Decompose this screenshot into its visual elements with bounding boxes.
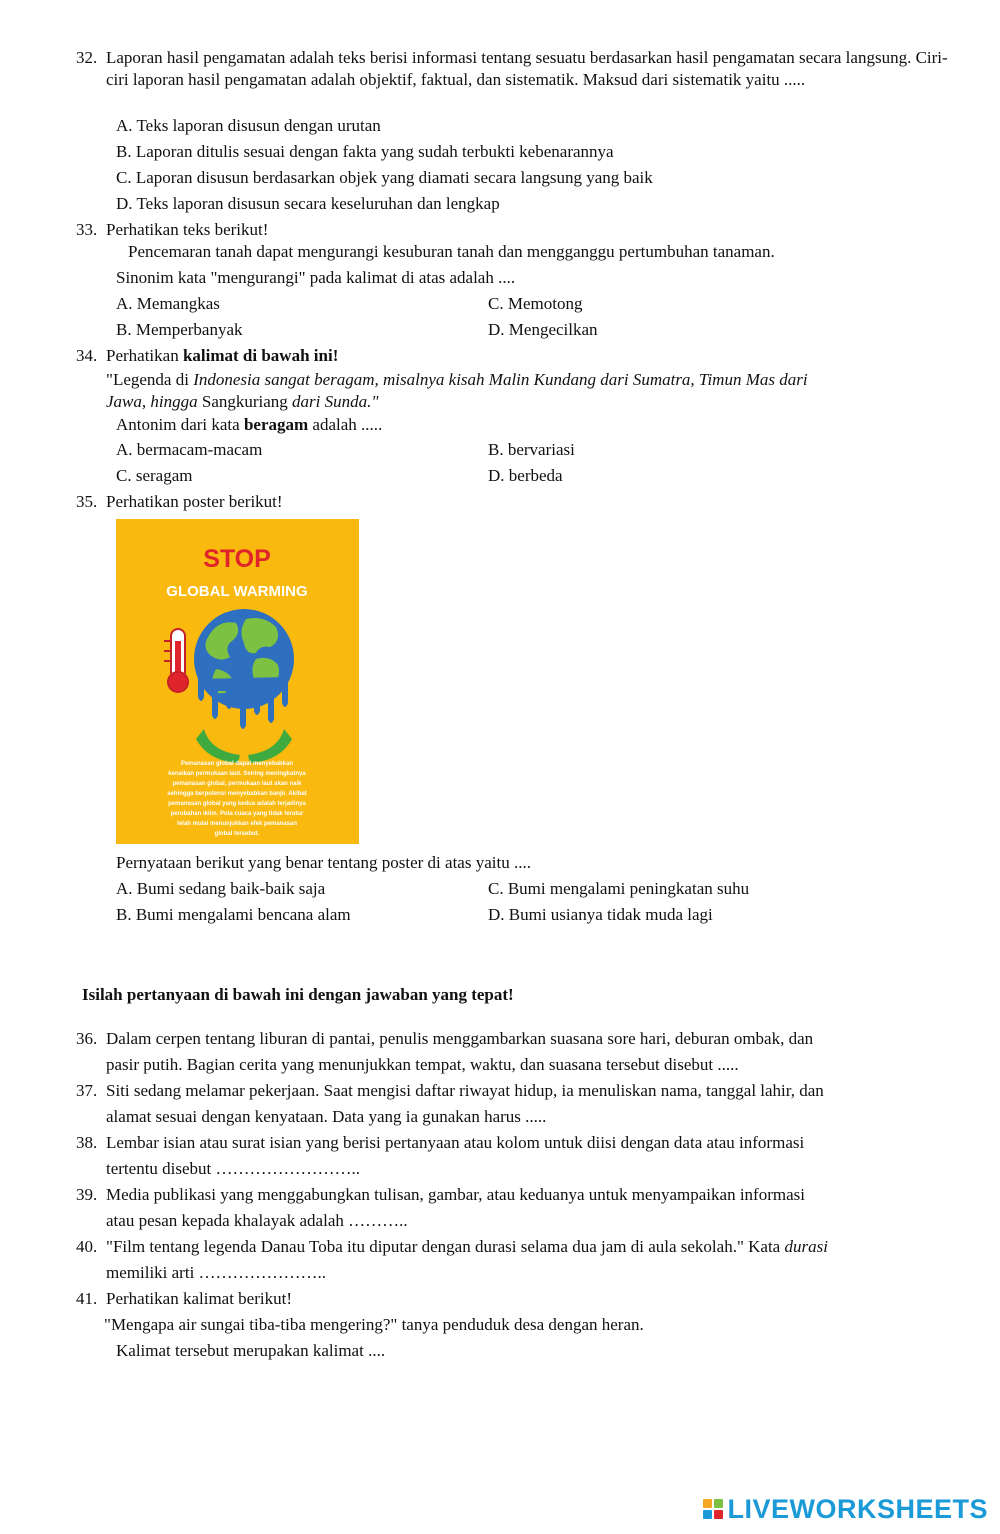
question-text: Antonim dari kata [116, 415, 244, 434]
poster-caption-line: pemanasan global yang kedua adalah terjadinya [168, 801, 306, 807]
global-warming-poster [116, 519, 359, 844]
quote-text: "Legenda di [106, 370, 194, 389]
intro-bold-text: kalimat di bawah ini! [182, 346, 339, 365]
question-35-intro: Perhatikan poster berikut! [106, 492, 283, 511]
question-34-quote-line1 [106, 369, 808, 391]
question-34-text [116, 414, 382, 436]
question-41-text: Kalimat tersebut merupakan kalimat .... [116, 1341, 386, 1360]
question-40-line1 [106, 1236, 828, 1258]
question-text: adalah ..... [308, 415, 383, 434]
question-32 [76, 47, 956, 91]
question-bold-text: beragam [243, 415, 309, 434]
option-b[interactable]: B. bervariasi [488, 440, 575, 459]
quote-italic-text: dari Sunda." [287, 392, 379, 411]
question-35-text: Pernyataan berikut yang benar tentang poster di atas yaitu .... [116, 853, 531, 872]
logo-blocks-icon [703, 1499, 723, 1519]
quote-italic-text: Jawa, hingga [106, 392, 202, 411]
logo-text: LIVEWORKSHEETS [727, 1493, 988, 1524]
liveworksheets-logo [703, 1494, 988, 1524]
option-a[interactable]: A. bermacam-macam [116, 440, 263, 459]
option-a[interactable]: A. Bumi sedang baik-baik saja [116, 879, 326, 898]
poster-caption-line: sehingga berpotensi menyebabkan banjir. Akibat [167, 791, 307, 797]
question-37-line2: alamat sesuai dengan kenyataan. Data yang ia gunakan harus ..... [106, 1107, 547, 1126]
question-34-intro [106, 345, 338, 367]
poster-caption-line: global tersebut. [214, 831, 260, 837]
question-33-intro: Perhatikan teks berikut! [106, 220, 269, 239]
quote-text: Sangkuriang [201, 392, 288, 411]
question-italic-text: durasi [784, 1237, 828, 1256]
option-c[interactable]: C. seragam [116, 466, 193, 485]
poster-caption-line: pemanasan global, permukaan laut akan naik [172, 781, 302, 787]
option-b[interactable]: B. Laporan ditulis sesuai dengan fakta yang sudah terbukti kebenarannya [116, 142, 614, 161]
question-41-intro: Perhatikan kalimat berikut! [106, 1289, 292, 1308]
question-38-line2: tertentu disebut …………………….. [106, 1159, 361, 1178]
poster-caption-line: kenaikan permukaan laut. Seiring meningkatnya [168, 771, 306, 777]
option-a[interactable]: A. Teks laporan disusun dengan urutan [116, 116, 381, 135]
option-d[interactable]: D. Teks laporan disusun secara keseluruhan dan lengkap [116, 194, 500, 213]
question-39-line2: atau pesan kepada khalayak adalah ……….. [106, 1211, 408, 1230]
question-36-line2: pasir putih. Bagian cerita yang menunjukkan tempat, waktu, dan suasana tersebut disebut ..... [106, 1055, 739, 1074]
question-37-line1: Siti sedang melamar pekerjaan. Saat mengisi daftar riwayat hidup, ia menuliskan nama, tanggal lahir, dan [106, 1081, 824, 1100]
question-33-number: 33. [76, 220, 98, 239]
quote-italic-text: Indonesia sangat beragam, misalnya kisah Malin Kundang dari Sumatra, Timun Mas dari [193, 370, 808, 389]
option-b[interactable]: B. Bumi mengalami bencana alam [116, 905, 351, 924]
question-41-number: 41. [76, 1289, 98, 1308]
question-36-line1: Dalam cerpen tentang liburan di pantai, penulis menggambarkan suasana sore hari, deburan ombak, dan [106, 1029, 814, 1048]
poster-caption-line: Pemanasan global dapat menyebabkan [180, 761, 294, 767]
question-36-number: 36. [76, 1029, 98, 1048]
question-37-number: 37. [76, 1081, 98, 1100]
option-c[interactable]: C. Bumi mengalami peningkatan suhu [488, 879, 750, 898]
option-d[interactable]: D. Mengecilkan [488, 320, 598, 339]
poster-title-stop: STOP [203, 545, 271, 573]
question-40-line2: memiliki arti ………………….. [106, 1263, 327, 1282]
option-b[interactable]: B. Memperbanyak [116, 320, 243, 339]
question-38-line1: Lembar isian atau surat isian yang berisi pertanyaan atau kolom untuk diisi dengan data atau informasi [106, 1133, 805, 1152]
option-c[interactable]: C. Laporan disusun berdasarkan objek yang diamati secara langsung yang baik [116, 168, 653, 187]
question-text: "Film tentang legenda Danau Toba itu diputar dengan durasi selama dua jam di aula sekolah." Kata [106, 1237, 785, 1256]
question-39-number: 39. [76, 1185, 98, 1204]
question-number: 32. [76, 48, 98, 67]
poster-caption-line: telah mulai menunjukkan efek pemanasan [176, 821, 298, 827]
option-d[interactable]: D. berbeda [488, 466, 563, 485]
question-39-line1: Media publikasi yang menggabungkan tulisan, gambar, atau keduanya untuk menyampaikan informasi [106, 1185, 805, 1204]
option-a[interactable]: A. Memangkas [116, 294, 220, 313]
option-c[interactable]: C. Memotong [488, 294, 583, 313]
intro-text: Perhatikan [106, 346, 183, 365]
question-text: Laporan hasil pengamatan adalah teks berisi informasi tentang sesuatu berdasarkan hasil pengamatan secara langsung. Ciri-ciri laporan hasil pengamatan adalah objektif, faktual, dan sistematik. Maksud dari sistematik yaitu ..... [106, 48, 948, 89]
section-heading: Isilah pertanyaan di bawah ini dengan jawaban yang tepat! [82, 985, 514, 1004]
question-41-quote: "Mengapa air sungai tiba-tiba mengering?" tanya penduduk desa dengan heran. [104, 1315, 644, 1334]
question-33-text: Sinonim kata "mengurangi" pada kalimat di atas adalah .... [116, 268, 516, 287]
question-34-number: 34. [76, 346, 98, 365]
poster-title-global-warming: GLOBAL WARMING [166, 583, 308, 600]
poster-caption-line: perubahan iklim. Pola cuaca yang tidak teratur [170, 811, 304, 817]
question-34-quote-line2 [106, 391, 379, 413]
question-38-number: 38. [76, 1133, 98, 1152]
question-33-quote: Pencemaran tanah dapat mengurangi kesuburan tanah dan mengganggu pertumbuhan tanaman. [128, 242, 775, 261]
option-d[interactable]: D. Bumi usianya tidak muda lagi [488, 905, 713, 924]
question-40-number: 40. [76, 1237, 98, 1256]
question-35-number: 35. [76, 492, 98, 511]
poster-illustration [116, 519, 359, 844]
